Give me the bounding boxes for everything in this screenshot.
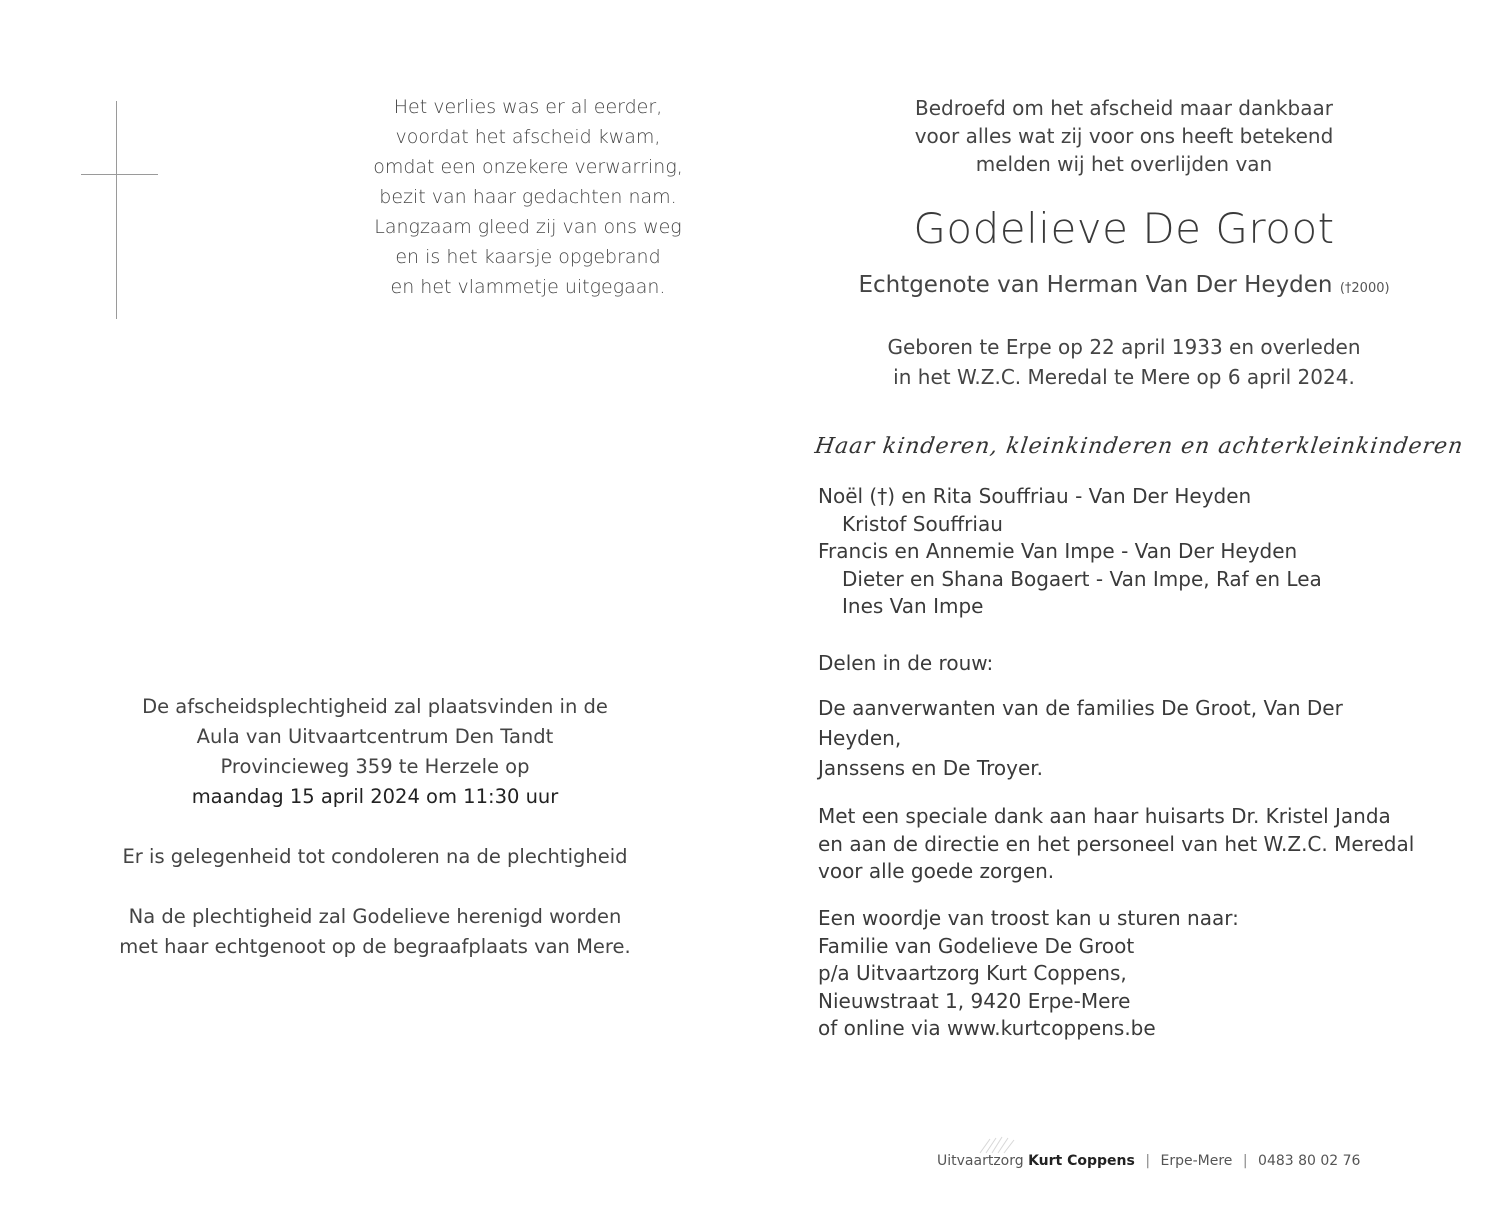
intro-line: voor alles wat zij voor ons heeft betekend xyxy=(914,124,1334,148)
thanks-line: voor alle goede zorgen. xyxy=(818,859,1055,883)
ceremony-line: Aula van Uitvaartcentrum Den Tandt xyxy=(196,725,554,748)
burial-line: met haar echtgenoot op de begraafplaats van Mere. xyxy=(119,935,631,958)
condolence-text: Er is gelegenheid tot condoleren na de plechtigheid xyxy=(122,845,628,868)
poem xyxy=(328,92,728,302)
family-member: Ines Van Impe xyxy=(842,594,984,618)
burial-line: Na de plechtigheid zal Godelieve herenigd worden xyxy=(128,905,622,928)
footer-location: Erpe-Mere xyxy=(1160,1153,1233,1169)
poem-line: en het vlammetje uitgegaan. xyxy=(390,276,666,298)
announcement-intro xyxy=(848,94,1400,178)
mourning-families xyxy=(818,693,1418,783)
mourning-title: Delen in de rouw: xyxy=(818,651,994,675)
poem-line: Langzaam gleed zij van ons weg xyxy=(374,216,682,238)
cross-icon-vertical xyxy=(116,101,117,319)
contact-line: p/a Uitvaartzorg Kurt Coppens, xyxy=(818,961,1127,985)
thanks-text xyxy=(818,803,1418,886)
born-line: Geboren te Erpe op 22 april 1933 en overleden xyxy=(887,335,1361,359)
spouse-text: Echtgenote van Herman Van Der Heyden xyxy=(858,272,1333,298)
intro-line: Bedroefd om het afscheid maar dankbaar xyxy=(915,96,1333,120)
footer-phone: 0483 80 02 76 xyxy=(1258,1153,1361,1169)
ceremony-info xyxy=(95,692,655,962)
contact-line: Een woordje van troost kan u sturen naar: xyxy=(818,906,1239,930)
funeral-home-footer xyxy=(937,1152,1360,1170)
footer-separator: | xyxy=(1145,1153,1151,1169)
spouse-line xyxy=(848,268,1400,306)
spouse-death-note: (†2000) xyxy=(1339,281,1390,296)
contact-info xyxy=(818,905,1418,1043)
poem-line: Het verlies was er al eerder, xyxy=(393,96,663,118)
poem-line: omdat een onzekere verwarring, xyxy=(373,156,683,178)
contact-website: of online via www.kurtcoppens.be xyxy=(818,1016,1156,1040)
family-member: Dieter en Shana Bogaert - Van Impe, Raf en Lea xyxy=(842,566,1322,591)
ceremony-line: De afscheidsplechtigheid zal plaatsvinden in de xyxy=(142,695,608,718)
family-member: Francis en Annemie Van Impe - Van Der Heyden xyxy=(818,539,1298,563)
family-member: Kristof Souffriau xyxy=(842,511,1003,536)
poem-line: bezit van haar gedachten nam. xyxy=(379,186,677,208)
born-line: in het W.Z.C. Meredal te Mere op 6 april 2024. xyxy=(893,365,1355,389)
family-list xyxy=(818,483,1418,621)
thanks-line: Met een speciale dank aan haar huisarts Dr. Kristel Janda xyxy=(818,804,1391,828)
thanks-line: en aan de directie en het personeel van het W.Z.C. Meredal xyxy=(818,831,1415,856)
family-member: Noël (†) en Rita Souffriau - Van Der Heyden xyxy=(818,484,1252,508)
birth-death-info xyxy=(848,332,1400,392)
poem-line: en is het kaarsje opgebrand xyxy=(395,246,661,268)
mourning-line: Janssens en De Troyer. xyxy=(818,756,1044,780)
poem-line: voordat het afscheid kwam, xyxy=(395,126,661,148)
ceremony-datetime: maandag 15 april 2024 om 11:30 uur xyxy=(191,785,559,808)
mourning-line: De aanverwanten van de families De Groot, Van Der Heyden, xyxy=(818,696,1343,750)
contact-line: Nieuwstraat 1, 9420 Erpe-Mere xyxy=(818,988,1131,1013)
ceremony-line: Provincieweg 359 te Herzele op xyxy=(220,755,530,778)
cross-icon-horizontal xyxy=(81,174,158,175)
intro-line: melden wij het overlijden van xyxy=(975,152,1273,176)
footer-brand-name: Kurt Coppens xyxy=(1028,1153,1135,1169)
deceased-name: Godelieve De Groot xyxy=(913,204,1335,253)
footer-separator: | xyxy=(1242,1153,1248,1169)
footer-brand-prefix: Uitvaartzorg xyxy=(937,1153,1024,1169)
contact-line: Familie van Godelieve De Groot xyxy=(818,933,1135,958)
family-heading: Haar kinderen, kleinkinderen en achterkleinkinderen xyxy=(813,434,1466,459)
